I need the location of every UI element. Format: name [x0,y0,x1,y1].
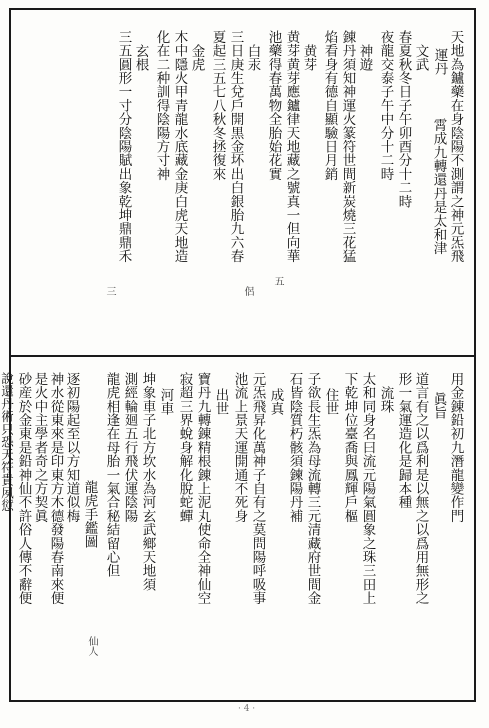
text-column: 三日庚生兌戶開黒金坏出白銀胎九六春 [227,30,244,263]
text-column: 三五圓形一寸分陰陽賦出象乾坤鼎鼎禾 [115,30,132,263]
text-column: 寶丹九轉錬精根錬上泥丸使命全神仙空 [194,372,211,605]
text-column: 夜龍交泰子午中分十二時 [377,30,394,181]
text-column: 測經輪廻五行飛伏運陰陽 [121,372,138,523]
text-column: 木中隱火甲青龍水底藏金庚白虎天地造 [171,30,188,263]
text-column: 說還丹術只恐天符貴夙愆 [0,372,15,512]
heading-xuangen: 玄根 [132,44,149,72]
text-column: 春夏秋冬日子午卯酉分十二時 [395,30,412,209]
text-column: 下乾坤位臺喬與鳳輝戶樞 [341,372,358,523]
heading-wenwu: 文武 [412,44,429,72]
heading-chushi: 出世 [212,388,229,416]
heading-zhushi: 住世 [322,388,339,416]
text-column: 道言有之以爲利是以無之以爲用無形之 [412,372,429,605]
text-column: 用金錬鉛初九潛龍變作門 [447,372,464,523]
diagram-title: 龍虎手鑑圖 [81,480,98,549]
text-column: 逐初陽起至以方知道似梅 [63,372,80,523]
text-column: 天地為鑪藥在身陰陽不測謂之神元炁飛 [447,30,464,263]
heading-zhenzhi: 眞旨 [430,392,447,420]
text-column: 化在二种訓得陰陽方寸神 [153,30,170,181]
page-folio: · 4 · [238,704,256,714]
margin-note: 仙人 [86,636,97,657]
text-column: 神水從東來是印東方木德發陽春南來便 [47,372,64,605]
heading-baigong: 白汞 [244,44,261,72]
text-column: 石皆陰質朽骸須鍊陽丹補 [286,372,303,523]
text-column: 龍虎相逢在母胎一氣合秘結留心但 [103,372,120,578]
text-column: 錬丹須知神運火篆符世間新炭燒三花猛 [339,30,356,263]
text-column: 夏起三五七八秋冬拯復來 [209,30,226,181]
section-divider [9,355,476,357]
text-column: 子欲長生炁為母流轉三元清藏府世間金 [304,372,321,605]
heading-chengzhen: 成真 [267,388,284,416]
heading-liuzhu: 流珠 [377,386,394,414]
text-column: 焰看身有德自顯驗日月銷 [321,30,338,181]
text-column: 元炁飛昇化萬神子自有之莫問陽呼吸事 [249,372,266,605]
text-column: 砂産於金東是鉛神仙不許俗人傳不辭便 [15,372,32,605]
heading-jinhu: 金虎 [188,44,205,72]
text-column: 太和同身名曰流元陽氣圓象之珠三田上 [359,372,376,605]
heading-huangya: 黄芽 [300,44,317,72]
text-column: 池流上景天運開通不死身 [231,372,248,523]
margin-note: 三 [104,286,115,297]
text-column: 池藥得春萬物全胎始花實 [265,30,282,181]
heading-shenyou: 神遊 [356,44,373,72]
margin-note: 侶 [242,286,253,297]
text-column: 寂超三界蛻身解化脫蛇蟬 [176,372,193,523]
text-column: 是火中主學者奇之方契眞 [31,372,48,523]
text-column: 霄成九轉還丹是太和津 [430,118,447,255]
text-column: 坤象車子北方坎水為河玄武鄉天地須 [139,372,156,592]
text-column: 黄芽黄芽應鑪律天地藏之號真一但向華 [283,30,300,263]
margin-note: 五 [272,276,283,287]
heading-heche: 河車 [157,388,174,416]
text-column: 形一氣運造化是歸本種 [395,372,412,509]
heading-yundan: 運丹 [431,48,448,76]
